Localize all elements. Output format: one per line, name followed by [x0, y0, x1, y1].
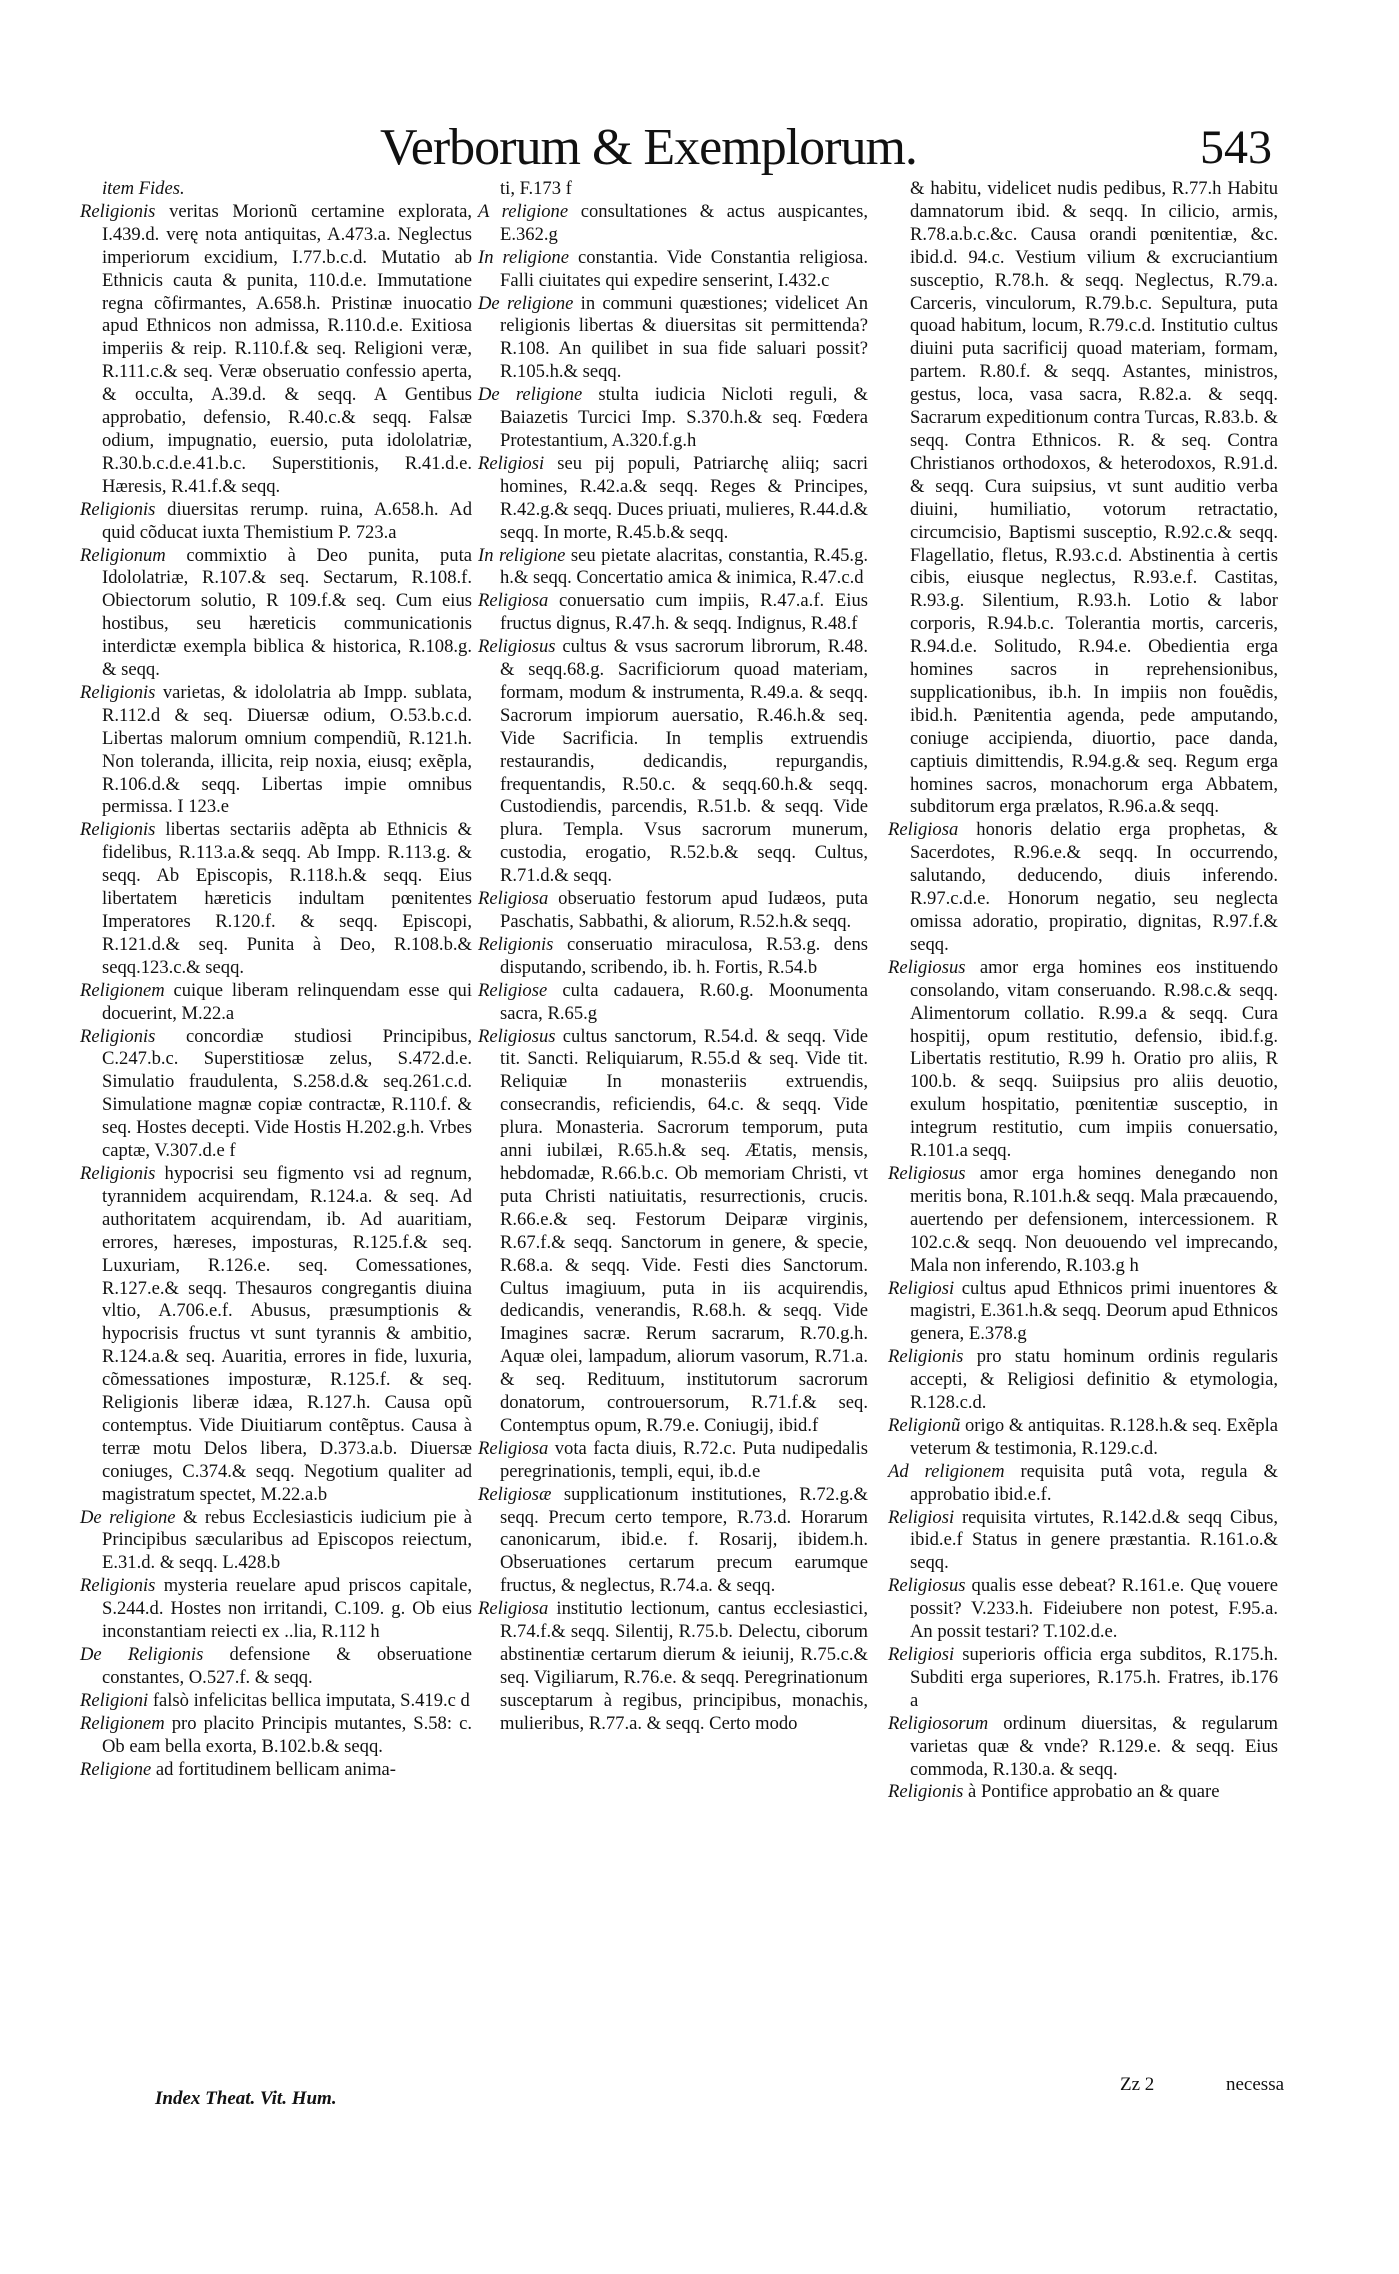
- entry-headword: Religiosus: [888, 1575, 966, 1597]
- index-column-2: [478, 178, 868, 1736]
- entry-text: cultus apud Ethnicos primi inuentores & magistri, E.361.h.& seqq. Deorum apud Ethnicos genera, E.378.g: [910, 1277, 1278, 1345]
- index-entry: [478, 453, 868, 545]
- index-entry: [80, 201, 472, 499]
- index-entry: [888, 1461, 1278, 1507]
- entry-headword: Religionis: [80, 1162, 156, 1184]
- entry-headword: Religionis: [80, 1025, 156, 1047]
- index-entry: [80, 499, 472, 545]
- index-entry: [478, 293, 868, 385]
- entry-text: seu pij populi, Patriarchę aliiq; sacri homines, R.42.a.& seqq. Reges & Principes, R.42.g.& seqq. Duces priuati, mulieres, R.44.d.& seqq. In morte, R.45.b.& seqq.: [500, 452, 868, 543]
- index-entry: [478, 888, 868, 934]
- entry-headword: Religiosæ: [478, 1483, 552, 1505]
- entry-text: veritas Morionũ certamine explorata, I.439.d. verę nota antiquitas, A.473.a. Neglectus imperiorum excidium, I.77.b.c.d. Mutatio ab Ethnicis cauta & punita, 110.d.e. Immutatione regna cõfirmantes, A.658.h. Pristinæ inuocatio apud Ethnicos non admissa, R.110.d.e. Exitiosa imperiis & reip. R.110.f.& seq. Religioni veræ, R.111.c.& seq. Veræ obseruatio confessio aperta, & occulta, A.39.d. & seqq. A Gentibus approbatio, defensio, R.40.c.& seqq. Falsæ odium, impugnatio, euersio, puta idololatriæ, R.30.b.c.d.e.41.b.c. Superstitionis, R.41.d.e. Hæresis, R.41.f.& seqq.: [102, 200, 472, 497]
- index-entry: [888, 1415, 1278, 1461]
- catchword: necessa: [1226, 2074, 1285, 2095]
- entry-headword: Religionis: [80, 681, 156, 703]
- entry-text: cuique liberam relinquendam esse qui docuerint, M.22.a: [102, 979, 472, 1024]
- entry-text: requisita virtutes, R.142.d.& seqq Cibus, ibid.e.f Status in genere præstantia. R.161.o.& seqq.: [910, 1506, 1278, 1574]
- entry-text: origo & antiquitas. R.128.h.& seq. Exẽpla veterum & testimonia, R.129.c.d.: [910, 1414, 1278, 1459]
- entry-headword: Religiosi: [888, 1506, 955, 1528]
- index-column-3: [888, 178, 1278, 1804]
- entry-headword: A religione: [478, 200, 569, 222]
- index-entry: [80, 1507, 472, 1576]
- entry-text: ad fortitudinem bellicam anima-: [151, 1758, 396, 1780]
- index-entry: [478, 636, 868, 888]
- entry-headword: Religionis: [80, 1575, 156, 1597]
- entry-text: honoris delatio erga prophetas, & Sacerdotes, R.96.e.& seqq. In occurrendo, salutando, deducendo, diuis inferendo. R.97.c.d.e. Honorum negatio, seu neglecta omissa adoratio, propiratio, dignitas, R.97.f.& seqq.: [910, 819, 1278, 955]
- entry-headword: De religione: [478, 292, 574, 314]
- entry-headword: In religione: [478, 246, 569, 268]
- index-entry: [80, 1026, 472, 1163]
- index-entry: [478, 934, 868, 980]
- index-entry: [478, 247, 868, 293]
- index-entry: [80, 1759, 472, 1782]
- entry-headword: Religionem: [80, 1712, 165, 1734]
- index-entry: [80, 545, 472, 682]
- index-entry: [478, 1438, 868, 1484]
- entry-headword: Religiosa: [478, 590, 549, 612]
- index-entry: [888, 178, 1278, 819]
- entry-headword: Ad religionem: [888, 1460, 1005, 1482]
- running-head: Verborum & Exemplorum.: [380, 119, 917, 176]
- entry-headword: Religiosi: [888, 1644, 955, 1665]
- entry-text: & rebus Ecclesiasticis iudicium pie à Principibus sæcularibus ad Episcopos reiectum, E.31.d. & seqq. L.428.b: [102, 1506, 472, 1574]
- entry-text: hypocrisi seu figmento vsi ad regnum, tyrannidem acquirendam, R.124.a. & seq. Ad authoritatem acquirendam, ib. Ad auaritiam, errores, hæreses, imposturas, R.125.f.& seq. Luxuriam, R.126.e. seq. Comessationes, R.127.e.& seqq. Thesauros congregantis diuina vltio, A.706.e.f. Abusus, præsumptionis & hypocrisis fructus vt sunt tyrannis & ambitio, R.124.a.& seq. Auaritia, errores in fide, luxuria, cõmessationes imposturæ, R.125.f. & seq. Religionis liberæ idæa, R.127.h. Causa opũ contemptus. Vide Diuitiarum contẽptus. Causa à terræ motu Delos libera, D.373.a.b. Diuersæ coniuges, C.374.& seqq. Negotium qualiter ad magistratum spectet, M.22.a.b: [102, 1162, 472, 1505]
- page-number: 543: [1200, 121, 1272, 174]
- entry-text: seu pietate alacritas, constantia, R.45.g. h.& seqq. Concertatio amica & inimica, R.47.c.d: [500, 544, 869, 589]
- entry-headword: Religiosa: [478, 1598, 549, 1620]
- entry-text: concordiæ studiosi Principibus, C.247.b.c. Superstitiosæ zelus, S.472.d.e. Simulatio fraudulenta, S.258.d.& seq.261.c.d. Simulatione magnæ copiæ contractæ, R.110.f. & seq. Hostes decepti. Vide Hostis H.202.g.h. Vrbes captæ, V.307.d.e f: [102, 1025, 472, 1162]
- index-entry: [478, 1026, 868, 1438]
- entry-text: conuersatio cum impiis, R.47.a.f. Eius fructus dignus, R.47.h. & seqq. Indignus, R.48.f: [500, 590, 868, 635]
- index-entry: [888, 1713, 1278, 1782]
- entry-text: amor erga homines denegando non meritis bona, R.101.h.& seqq. Mala præcauendo, auertendo per defensionem, intercessionem. R 102.c.& seqq. Non deuouendo vel imprecando, Mala non inferendo, R.103.g h: [910, 1162, 1278, 1276]
- entry-headword: Religionis: [80, 200, 156, 222]
- entry-text: pro statu hominum ordinis regularis accepti, & Religiosi definitio & etymologia, R.128.c.d.: [910, 1346, 1278, 1414]
- index-entry: [80, 1575, 472, 1644]
- entry-text: pro placito Principis mutantes, S.58: c. Ob eam bella exorta, B.102.b.& seqq.: [102, 1712, 472, 1757]
- entry-text: amor erga homines eos instituendo consolando, vitam conseruando. R.98.c.& seqq. Alimentorum collatio. R.99.a & seqq. Cura hospitij, opum restitutio, defensio, ibid.f.g. Libertatis restitutio, R.99 h. Oratio pro aliis, R 100.b. & seqq. Suiipsius pro aliis deuotio, exulum hospitatio, pœnitentiæ susceptio, in integrum restitutio, cum impiis conuersatio, R.101.a seqq.: [910, 956, 1278, 1162]
- index-entry: [80, 980, 472, 1026]
- entry-text: qualis esse debeat? R.161.e. Quę vouere possit? V.233.h. Fideiubere non potest, F.95.a. An possit testari? T.102.d.e.: [910, 1575, 1278, 1643]
- entry-text: in communi quæstiones; videlicet An religionis libertas & diuersitas sit permittenda? R.108. An quilibet in sua fide saluari possit? R.105.h.& seqq.: [500, 292, 868, 383]
- entry-headword: De religione: [80, 1506, 176, 1528]
- index-entry: [888, 1163, 1278, 1278]
- index-column-1: [80, 178, 472, 1781]
- entry-headword: Religionem: [80, 979, 165, 1001]
- index-entry: [80, 682, 472, 819]
- entry-text: superioris officia erga subditos, R.175.h. Subditi erga superiores, R.175.h. Fratres, ib.176 a: [910, 1644, 1278, 1711]
- entry-text: constantia. Vide Constantia religiosa. Falli ciuitates qui expedire senserint, I.432.c: [500, 246, 869, 291]
- entry-headword: Religiose: [478, 979, 548, 1001]
- entry-headword: Religionis: [80, 498, 156, 520]
- index-entry: [80, 1690, 472, 1713]
- index-entry: [80, 1644, 472, 1690]
- entry-text: falsò infelicitas bellica imputata, S.419.c d: [148, 1689, 470, 1711]
- index-entry: [888, 1781, 1278, 1804]
- index-entry: [478, 980, 868, 1026]
- entry-text: libertas sectariis adẽpta ab Ethnicis & fidelibus, R.113.a.& seqq. Ab Impp. R.113.g. & seqq. Ab Episcopis, R.118.h.& seqq. Eius libertatem hæreticis indultam pœnitentes Imperatores R.120.f. & seqq. Episcopi, R.121.d.& seq. Punita à Deo, R.108.b.& seqq.123.c.& seqq.: [102, 819, 472, 978]
- index-entry: [478, 1484, 868, 1599]
- index-entry: [80, 178, 472, 201]
- entry-text: vota facta diuis, R.72.c. Puta nudipedalis peregrinationis, templi, equi, ib.d.e: [500, 1437, 868, 1482]
- entry-headword: Religiosi: [888, 1277, 955, 1299]
- entry-text: commixtio à Deo punita, puta Idololatriæ, R.107.& seq. Sectarum, R.108.f. Obiectorum solutio, R 109.f.& seq. Cum eius hostibus, seu hæreticis communicationis interdictæ exempla biblica & historica, R.108.g. & seqq.: [102, 544, 472, 681]
- entry-headword: Religiosus: [888, 1162, 966, 1184]
- footer-title: Index Theat. Vit. Hum.: [155, 2088, 337, 2109]
- entry-headword: Religionis: [478, 933, 554, 955]
- entry-headword: Religiosa: [478, 1437, 549, 1459]
- entry-headword: Religionis: [888, 1346, 964, 1368]
- entry-text: diuersitas rerump. ruina, A.658.h. Ad quid cõducat iuxta Themistium P. 723.a: [102, 498, 472, 543]
- entry-headword: De religione: [478, 384, 583, 406]
- index-entry: [888, 819, 1278, 956]
- entry-text: ti, F.173 f: [500, 178, 572, 199]
- entry-headword: Religiosus: [478, 636, 556, 658]
- entry-text: stulta iudicia Nicloti reguli, & Baiazetis Turcici Imp. S.370.h.& seq. Fœdera Protestantium, A.320.f.g.h: [500, 384, 868, 451]
- index-entry: [478, 201, 868, 247]
- entry-text: supplicationum institutiones, R.72.g.& seqq. Precum certo tempore, R.73.d. Horarum canonicarum, ibid.e. f. Rosarij, ibidem.h. Obseruationes certarum precum earumque fructus, & neglectus, R.74.a. & seqq.: [500, 1483, 868, 1597]
- entry-text: mysteria reuelare apud priscos capitale, S.244.d. Hostes non irritandi, C.109. g. Ob eius inconstantiam reiecti ex ..lia, R.112 h: [102, 1575, 472, 1643]
- index-entry: [888, 1575, 1278, 1644]
- index-entry: [888, 1346, 1278, 1415]
- index-entry: [478, 1598, 868, 1735]
- index-entry: [888, 1278, 1278, 1347]
- entry-headword: De Religionis: [80, 1644, 204, 1665]
- index-entry: [80, 1713, 472, 1759]
- entry-headword: Religionis: [888, 1781, 964, 1803]
- entry-headword: Religionis: [80, 819, 156, 841]
- entry-headword: Religiosa: [888, 819, 959, 841]
- entry-text: defensione & obseruatione constantes, O.527.f. & seqq.: [102, 1644, 472, 1688]
- entry-text: requisita putâ vota, regula & approbatio ibid.e.f.: [910, 1460, 1278, 1505]
- entry-text: culta cadauera, R.60.g. Moonumenta sacra, R.65.g: [500, 979, 868, 1024]
- entry-text: à Pontifice approbatio an & quare: [963, 1781, 1220, 1803]
- entry-headword: Religionum: [80, 544, 166, 566]
- entry-text: varietas, & idololatria ab Impp. sublata, R.112.d & seq. Diuersæ odium, O.53.b.c.d. Libertas malorum omnium compendiũ, R.121.h. Non toleranda, illicita, reip noxia, eiusq; exẽpla, R.106.d.& seqq. Libertas impie omnibus permissa. I 123.e: [102, 681, 472, 818]
- entry-text: consultationes & actus auspicantes, E.362.g: [500, 200, 868, 245]
- entry-headword: Religiosi: [478, 452, 545, 474]
- entry-text: ordinum diuersitas, & regularum varietas quæ & vnde? R.129.e. & seqq. Eius commoda, R.130.a. & seqq.: [910, 1712, 1278, 1780]
- entry-text: conseruatio miraculosa, R.53.g. dens disputando, scribendo, ib. h. Fortis, R.54.b: [500, 933, 868, 978]
- entry-headword: Religiosorum: [888, 1712, 989, 1734]
- entry-headword: Religione: [80, 1758, 152, 1780]
- entry-headword: Religiosa: [478, 888, 549, 910]
- entry-text: cultus & vsus sacrorum librorum, R.48. & seqq.68.g. Sacrificiorum quoad materiam, formam, modum & instrumenta, R.49.a. & seqq. Sacrorum impiorum auersatio, R.46.h.& seq. Vide Sacrificia. In templis extruendis restaurandis, dedicandis, repurgandis, frequentandis, R.50.c. & seqq.60.h.& seqq. Custodiendis, parcendis, R.51.b. & seqq. Vide plura. Templa. Vsus sacrorum munerum, custodia, erogatio, R.52.b.& seqq. Cultus, R.71.d.& seqq.: [500, 636, 868, 887]
- entry-headword: In religione: [478, 544, 566, 566]
- index-entry: [478, 590, 868, 636]
- index-entry: [478, 384, 868, 453]
- entry-headword: Religionũ: [888, 1414, 961, 1436]
- signature-mark: Zz 2: [1120, 2074, 1155, 2095]
- index-entry: [888, 1507, 1278, 1576]
- index-entry: [80, 1163, 472, 1507]
- entry-text: item Fides.: [102, 178, 185, 199]
- entry-headword: Religiosus: [888, 956, 966, 978]
- index-entry: [888, 957, 1278, 1163]
- entry-headword: Religioni: [80, 1689, 149, 1711]
- index-entry: [478, 178, 868, 201]
- entry-text: & habitu, videlicet nudis pedibus, R.77.h Habitu damnatorum ibid. & seqq. In cilicio, armis, R.78.a.b.c.&c. Causa orandi pœnitentiæ, &c. ibid.d. 94.c. Vestium vilium & excruciantium susceptio, R.78.h. & seqq. Neglectus, R.79.a. Carceris, vinculorum, R.79.b.c. Sepultura, puta quoad habitum, locum, R.79.c.d. Institutio cultus diuini puta sacrificij quoad materiam, formam, partem. R.80.f. & seqq. Astantes, ministros, gestus, loca, vasa sacra, R.82.a. & seqq. Sacrarum expeditionum contra Turcas, R.83.b. & seqq. Contra Ethnicos. R. & seq. Contra Christianos orthodoxos, & heterodoxos, R.91.d. & seqq. Cura suipsius, vt sunt auditio verba diuini, humiliatio, votorum retractatio, circumcisio, Baptismi susceptio, R.92.c.& seqq. Flagellatio, fletus, R.93.c.d. Abstinentia à certis cibis, eiusque neglectus, R.93.e.f. Castitas, R.93.g. Silentium, R.93.h. Lotio & labor corporis, R.94.b.c. Tolerantia mortis, carceris, R.94.d.e. Solitudo, R.94.e. Obedientia erga homines sacros in reprehensionibus, supplicationibus, ib.h. In impiis non fouẽdis, ibid.h. Pænitentia agenda, pede amputando, coniuge accipienda, diuortio, pace danda, captiuis dimittendis, R.94.g.& seq. Regum erga homines sacros, monachorum erga Abbatem, subditorum erga prælatos, R.96.a.& seqq.: [910, 178, 1278, 818]
- entry-text: obseruatio festorum apud Iudæos, puta Paschatis, Sabbathi, & aliorum, R.52.h.& seqq.: [500, 888, 868, 932]
- index-entry: [478, 545, 868, 591]
- entry-headword: Religiosus: [478, 1025, 556, 1047]
- index-entry: [888, 1644, 1278, 1713]
- entry-text: cultus sanctorum, R.54.d. & seqq. Vide tit. Sancti. Reliquiarum, R.55.d & seq. Vide tit. Reliquiæ In monasteriis extruendis, consecrandis, reficiendis, 64.c. & seqq. Vide plura. Monasteria. Sacrorum temporum, puta anni iubilæi, R.65.h.& seq. Ætatis, mensis, hebdomadæ, R.66.b.c. Ob memoriam Christi, vt puta Christi natiuitatis, resurrectionis, crucis. R.66.e.& seq. Festorum Deiparæ virginis, R.67.f.& seqq. Sanctorum in genere, & specie, R.68.a. & seqq. Vide. Festi dies Sanctorum. Cultus imagiuum, puta in iis acquirendis, dedicandis, venerandis, R.68.h. & seqq. Vide Imagines sacræ. Rerum sacrarum, R.70.g.h. Aquæ olei, lampadum, aliorum vasorum, R.71.a. & seq. Redituum, institutorum sacrorum donatorum, controuersorum, R.71.f.& seq. Contemptus opum, R.79.e. Coniugij, ibid.f: [500, 1025, 868, 1436]
- entry-text: institutio lectionum, cantus ecclesiastici, R.74.f.& seqq. Silentij, R.75.b. Delectu, ciborum abstinentiæ certarum dierum & ieiunij, R.75.c.& seq. Vigiliarum, R.76.e. & seqq. Peregrinationum susceptarum à regibus, principibus, monachis, mulieribus, R.77.a. & seqq. Certo modo: [500, 1598, 868, 1734]
- index-entry: [80, 819, 472, 979]
